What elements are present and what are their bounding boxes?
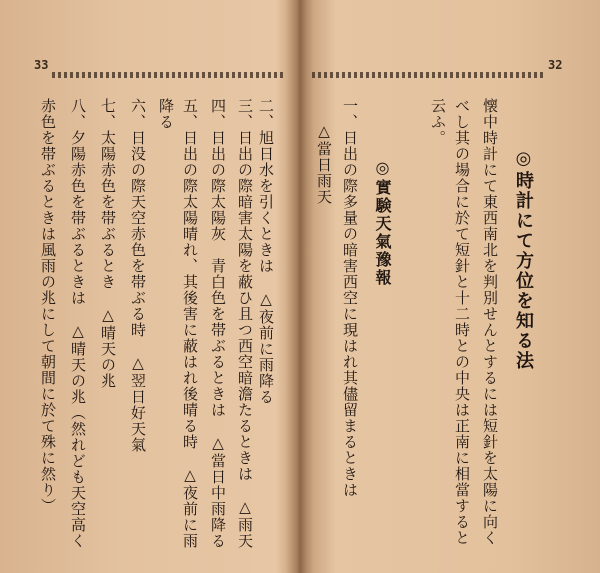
forecast-item-1-result: △當日雨天 [315,122,333,205]
weather-item-8-cont: 赤色を帯ぶるときは風雨の兆にして朝間に於て殊に然り） [39,98,57,514]
paragraph-line-3: 懐中時計にて東西南北を判別せんとするには短針を太陽に向く [481,98,499,546]
weather-item-5: 五、日出の際太陽晴れ、其後害に蔽はれ後晴る時 △夜前に雨 [181,98,199,549]
left-page [0,0,298,573]
forecast-item-1: 一、日出の際多量の暗害西空に現はれ其儘留まるときは [341,98,359,498]
paragraph-line-1: 云ふ。 [429,98,447,146]
header-rule-left [52,72,284,78]
page-number-left: 33 [34,58,49,72]
section-heading-clock: ◎時計にて方位を知る法 [513,148,534,371]
weather-item-7: 七、太陽赤色を帯ぶるとき △晴天の兆 [99,98,117,389]
weather-item-6: 六、日没の際天空赤色を帯ぶる時 △翌日好天氣 [129,98,147,453]
weather-item-3: 三、日出の際暗害太陽を蔽ひ且つ西空暗澹たるときは △雨天 [236,98,254,549]
weather-item-2: 二、旭日水を引くときは △夜前に雨降る [257,98,275,405]
section-heading-forecast: ◎實験天氣豫報 [373,158,392,287]
header-rule-right [312,72,544,78]
weather-item-4: 四、日出の際太陽灰 青白色を帯ぶるときは △當日中雨降る [209,98,227,549]
page-number-right: 32 [548,58,563,72]
right-page [302,0,600,573]
paragraph-line-2: べし其の場合に於て短針と十二時との中央は正南に相當すると [453,98,471,546]
weather-item-8: 八、夕陽赤色を帯ぶるときは △晴天の兆（然れども天空高く [69,98,87,549]
weather-item-5-cont: 降る [157,98,175,130]
